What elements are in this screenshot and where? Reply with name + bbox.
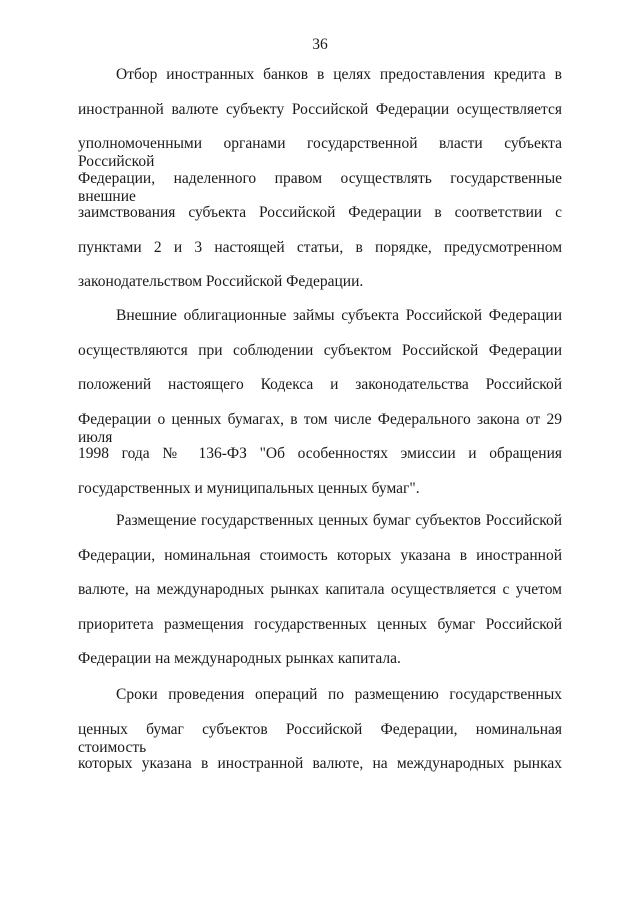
paragraph-3	[78, 512, 562, 685]
paragraph-line: Федерации, наделенного правом осуществлять государственные внешние	[78, 169, 562, 205]
paragraph-line: Сроки проведения операций по размещению государственных	[116, 686, 562, 703]
paragraph-1	[78, 66, 562, 308]
paragraph-line: Федерации на международных рынках капитала.	[78, 650, 401, 667]
paragraph-line: положений настоящего Кодекса и законодательства Российской	[78, 376, 562, 393]
page-number: 36	[312, 36, 328, 53]
paragraph-2	[78, 307, 562, 514]
paragraph-line: законодательством Российской Федерации.	[78, 273, 364, 290]
paragraph-line: приоритета размещения государственных ценных бумаг Российской	[78, 615, 562, 633]
paragraph-line: иностранной валюте субъекту Российской Федерации осуществляется	[78, 100, 562, 118]
paragraph-line: Отбор иностранных банков в целях предоставления кредита в	[116, 66, 562, 83]
paragraph-line: валюте, на международных рынках капитала осуществляется с учетом	[78, 581, 562, 598]
paragraph-line: осуществляются при соблюдении субъектом Российской Федерации	[78, 341, 562, 359]
paragraph-line: государственных и муниципальных ценных бумаг".	[78, 479, 420, 497]
paragraph-4	[78, 686, 562, 790]
paragraph-line: Размещение государственных ценных бумаг субъектов Российской	[116, 512, 562, 529]
paragraph-line: Внешние облигационные займы субъекта Российской Федерации	[116, 307, 562, 324]
paragraph-line: заимствования субъекта Российской Федерации в соответствии с	[78, 204, 562, 221]
paragraph-line: Федерации, номинальная стоимость которых указана в иностранной	[78, 546, 562, 564]
paragraph-line: Федерации о ценных бумагах, в том числе Федерального закона от 29 июля	[78, 410, 562, 446]
paragraph-line: уполномоченными органами государственной власти субъекта Российской	[78, 135, 562, 170]
paragraph-line: ценных бумаг субъектов Российской Федерации, номинальная стоимость	[78, 720, 562, 756]
paragraph-line: пунктами 2 и 3 настоящей статьи, в порядке, предусмотренном	[78, 238, 562, 256]
paragraph-line: 1998 года № 136-ФЗ "Об особенностях эмиссии и обращения	[78, 445, 562, 462]
paragraph-line: которых указана в иностранной валюте, на международных рынках	[78, 755, 562, 772]
